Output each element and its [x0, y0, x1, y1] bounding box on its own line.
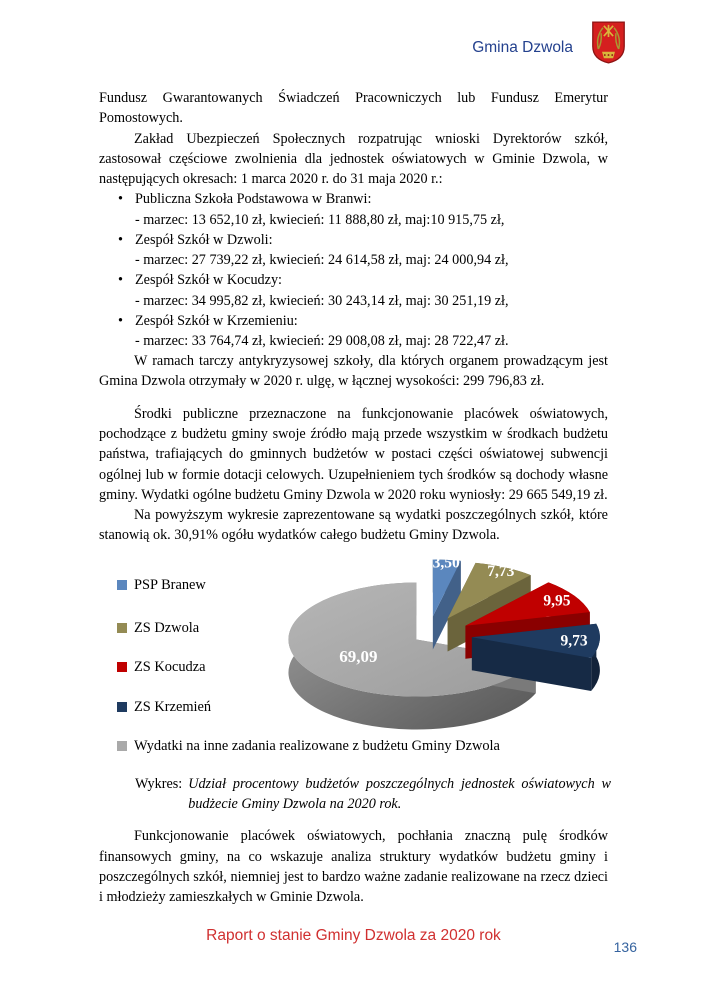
paragraph-zus: Zakład Ubezpieczeń Społecznych rozpatrując wnioski Dyrektorów szkół, zastosował częściowe zwolnienia dla jednostek oświatowych w Gminie Dzwola, w następujących okresach: 1 marca 2020 r. do 31 maja 2020 r.: [99, 130, 608, 188]
pie-slice-label: 69,09 [339, 646, 378, 666]
coat-of-arms-icon [590, 20, 627, 65]
list-item-detail: - marzec: 13 652,10 zł, kwiecień: 11 888,80 zł, maj:10 915,75 zł, [135, 211, 505, 228]
header-org-name: Gmina Dzwola [472, 39, 573, 56]
pie-slice-label: 9,95 [543, 592, 571, 610]
legend-item-psp-branew [117, 575, 206, 595]
paragraph-funds: Fundusz Gwarantowanych Świadczeń Pracowniczych lub Fundusz Emerytur Pomostowych. [99, 90, 608, 127]
legend-swatch-icon [117, 702, 127, 712]
caption-text: Udział procentowy budżetów poszczególnych jednostek oświatowych w budżecie Gminy Dzwola na 2020 rok. [188, 775, 611, 813]
list-item-title: • Zespół Szkół w Kocudzy: [99, 270, 608, 290]
legend-swatch-icon [117, 741, 127, 751]
legend-label: Wydatki na inne zadania realizowane z budżetu Gminy Dzwola [134, 737, 500, 754]
pie-slice-label: 9,73 [560, 632, 588, 650]
legend-label: ZS Dzwola [134, 619, 200, 636]
list-item [99, 189, 608, 229]
paragraph-funkcjonowanie: Funkcjonowanie placówek oświatowych, pochłania znaczną pulę środków finansowych gminy, na co wskazuje analiza struktury wydatków budżetu gminy i poszczególnych szkół, niemniej jest to bardzo ważne zadanie realizowane na rzecz dzieci i młodzieży zamieszkałych w Gminie Dzwola. [99, 828, 608, 906]
pie-chart [99, 548, 608, 766]
legend-label: ZS Krzemień [134, 698, 212, 715]
list-item-detail: - marzec: 33 764,74 zł, kwiecień: 29 008,08 zł, maj: 28 722,47 zł. [135, 332, 509, 349]
pie-chart-canvas [234, 548, 664, 768]
legend-item-zs-kocudza [117, 657, 206, 677]
school-relief-list [99, 189, 608, 351]
list-item-title: • Publiczna Szkoła Podstawowa w Branwi: [99, 189, 608, 209]
list-item-detail: - marzec: 34 995,82 zł, kwiecień: 30 243,14 zł, maj: 30 251,19 zł, [135, 292, 509, 309]
pie-slice-label: 7,73 [487, 562, 515, 580]
list-item-title: • Zespół Szkół w Krzemieniu: [99, 311, 608, 331]
list-item-detail: - marzec: 27 739,22 zł, kwiecień: 24 614,58 zł, maj: 24 000,94 zł, [135, 252, 509, 269]
legend-item-zs-krzemien [117, 697, 211, 717]
chart-caption [135, 774, 611, 815]
list-item-title: • Zespół Szkół w Dzwoli: [99, 230, 608, 250]
footer-report-title: Raport o stanie Gminy Dzwola za 2020 rok [206, 927, 501, 944]
list-item [99, 311, 608, 351]
legend-label: ZS Kocudza [134, 658, 206, 675]
page-number: 136 [613, 939, 637, 955]
legend-item-inne-zadania [117, 736, 500, 756]
list-item [99, 230, 608, 270]
page-content [99, 88, 611, 908]
legend-item-zs-dzwola [117, 618, 199, 638]
paragraph-tarcza: W ramach tarczy antykryzysowej szkoły, dla których organem prowadzącym jest Gmina Dzwola otrzymały w 2020 r. ulgę, w łącznej wysokości: 299 796,83 zł. [99, 353, 608, 390]
paragraph-wykres-intro: Na powyższym wykresie zaprezentowane są wydatki poszczególnych szkół, które stanowią ok. 30,91% ogółu wydatków całego budżetu Gminy Dzwola. [99, 507, 608, 544]
legend-swatch-icon [117, 580, 127, 590]
paragraph-srodki: Środki publiczne przeznaczone na funkcjonowanie placówek oświatowych, pochodzące z budżetu gminy swoje źródło mają przede wszystkim w środkach budżetu państwa, trafiających do gminnych budżetów w postaci części oświatowej subwencji ogólnej lub w formie dotacji celowych. Uzupełnieniem tych środków są dochody własne gminy. Wydatki ogólne budżetu Gminy Dzwola w 2020 roku wyniosły: 29 665 549,19 zł. [99, 405, 608, 503]
list-item [99, 270, 608, 310]
legend-label: PSP Branew [134, 576, 206, 593]
legend-swatch-icon [117, 662, 127, 672]
pie-slice-label: 3,50 [432, 554, 460, 572]
caption-label: Wykres: [135, 775, 183, 792]
legend-swatch-icon [117, 623, 127, 633]
